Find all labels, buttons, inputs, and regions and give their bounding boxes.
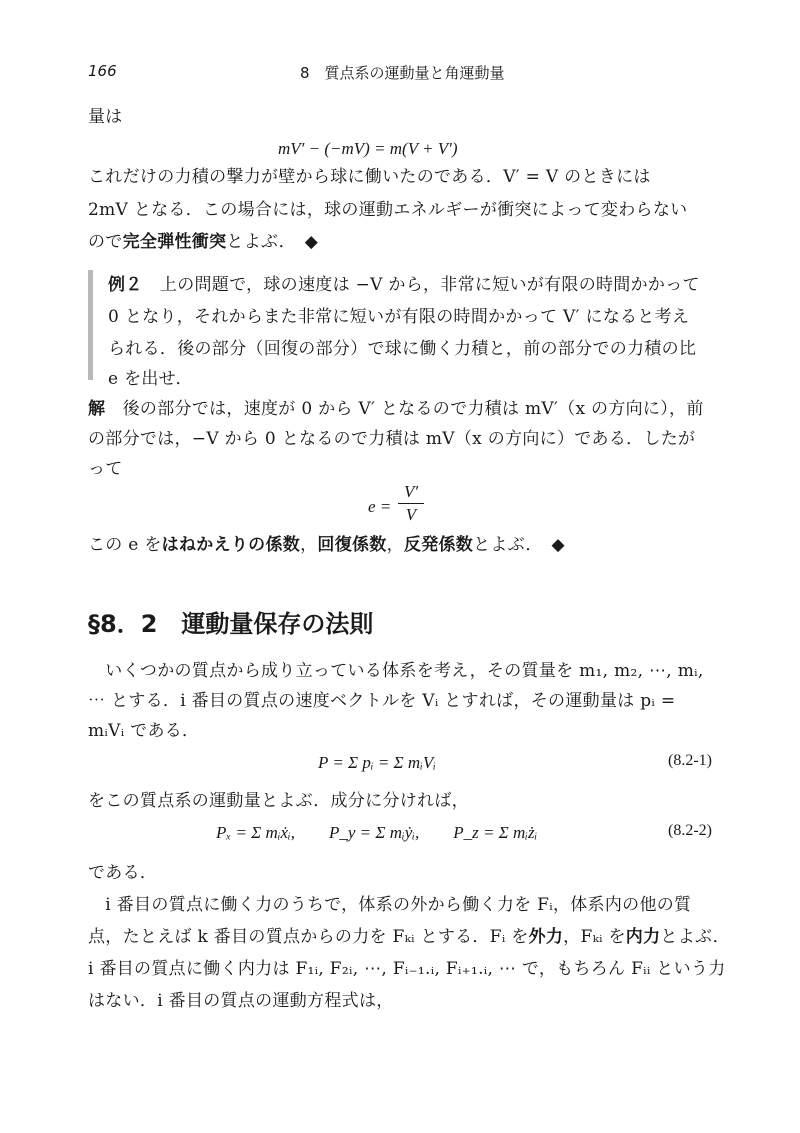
solution-line-2: の部分では，−V から 0 となるので力積は mV（x の方向に）である．したが [88,429,696,449]
term-perfect-elastic-collision: 完全弾性衝突 [122,232,227,252]
example-line-1 [108,274,700,296]
equation-number-8-2-2: (8.2‑2) [668,822,712,839]
example-sidebar [88,270,93,380]
fraction-numerator: V′ [403,482,419,501]
body-p3-line-1: である． [88,863,158,883]
term-coefficient-restitution: 回復係数 [317,535,387,555]
body-p4-line-4: はない．i 番目の質点の運動方程式は， [88,991,394,1011]
term-coefficient-repulsion: 反発係数 [403,535,474,555]
intro-line-4 [88,231,318,253]
solution-line-1-text: 後の部分では，速度が 0 から V′ となるので力積は mV′（x の方向に），前 [105,399,704,419]
term-internal-force: 内力 [625,927,661,947]
example-line-1-text: 上の問題で，球の速度は −V から，非常に短いが有限の時間かかって [142,275,700,295]
term-external-force: 外力 [528,927,564,947]
example-label: 例２ [108,275,143,295]
body-p4-line-3: i 番目の質点に働く内力は F₁ᵢ, F₂ᵢ, ⋯, Fᵢ₋₁.ᵢ, Fᵢ₊₁.ᵢ, ⋯ で，もちろん Fᵢᵢ という力 [88,959,726,979]
intro-line-2: これだけの力積の撃力が壁から球に働いたのである．V′ = V のときには [88,167,651,187]
sep-1: ， [300,535,318,555]
equation-number-8-2-1: (8.2‑1) [668,752,712,769]
intro-line-3: 2mV となる．この場合には，球の運動エネルギーが衝突によって変わらない [88,200,688,220]
section-title: §8．2 運動量保存の法則 [88,610,374,638]
body-p1-line-2: ⋯ とする．i 番目の質点の速度ベクトルを Vᵢ とすれば，その運動量は pᵢ = [88,691,676,711]
solution-label: 解 [88,399,106,419]
intro-line-1: 量は [88,107,123,127]
solution-line-4-suffix: とよぶ． ◆ [473,535,565,555]
intro-line-4-suffix: とよぶ． ◆ [226,232,319,252]
intro-equation: mV′ − (−mV) = m(V + V′) [278,139,458,158]
term-coefficient-rebound: はねかえりの係数 [161,535,301,555]
solution-line-1 [88,398,704,420]
running-head: 8 質点系の運動量と角運動量 [300,64,505,82]
solution-line-4 [88,534,565,556]
body-p4-line-1: i 番目の質点に働く力のうちで，体系の外から働く力を Fᵢ，体系内の他の質 [88,895,692,915]
solution-fraction [398,482,424,525]
equation-8-2-1: P = Σ pᵢ = Σ mᵢVᵢ [318,753,436,772]
body-p4-line-2-prefix: 点，たとえば k 番目の質点からの力を Fₖᵢ とする．Fᵢ を [88,927,529,947]
body-p4-line-2-suffix: とよぶ． [660,927,730,947]
solution-eq-lhs: e = [368,497,392,516]
solution-line-3: って [88,459,123,479]
example-line-4: e を出せ． [108,369,193,389]
equation-8-2-2: Pₓ = Σ mᵢẋᵢ, P_y = Σ mᵢẏᵢ, P_z = Σ mᵢżᵢ [216,823,538,842]
solution-line-4-prefix: この e を [88,535,162,555]
example-line-3: られる．後の部分（回復の部分）で球に働く力積と，前の部分での力積の比 [108,339,697,359]
intro-line-4-prefix: ので [88,232,123,252]
body-p4-line-2 [88,926,730,948]
body-p1-line-3: mᵢVᵢ である． [88,721,200,741]
body-p2-line-1: をこの質点系の運動量とよぶ．成分に分ければ， [88,791,469,811]
fraction-rule [398,503,424,504]
page [88,0,730,1133]
body-p1-line-1: いくつかの質点から成り立っている体系を考え，その質量を m₁, m₂, ⋯, mᵢ, [88,661,704,681]
body-p4-line-2-mid: ，Fₖᵢ を [563,927,626,947]
page-number: 166 [88,62,117,80]
sep-2: ， [386,535,404,555]
fraction-denominator: V [405,505,417,524]
example-line-2: 0 となり，それからまた非常に短いが有限の時間かかって V′ になると考え [108,307,690,327]
